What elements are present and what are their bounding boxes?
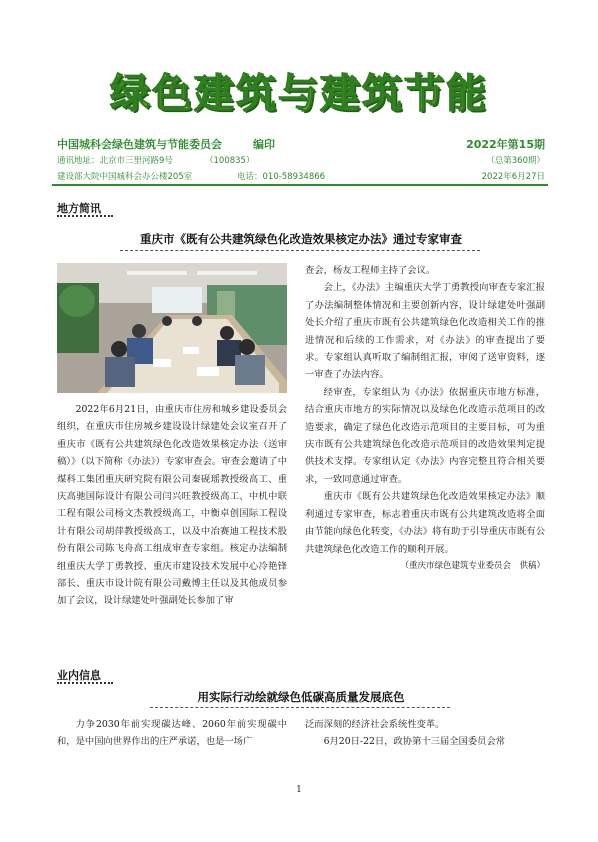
issue-number: 2022年第15期	[466, 138, 545, 151]
article-paragraph: 经审查，专家组认为《办法》依据重庆市地方标准，结合重庆市地方的实际情况以及绿色化改造示范项目的改造要求，确定了绿色化改造示范项目的主要目标，可为重庆市既有公共建筑绿色化改造示范项目的改造效果判定提供技术支撑。专家组认定《办法》内容完整且符合相关要求，一致同意通过审查。	[305, 386, 545, 485]
header-line-2	[57, 154, 545, 167]
article-body-right	[305, 716, 545, 751]
article-title: 重庆市《既有公共建筑绿色化改造效果核定办法》通过专家审查	[140, 232, 462, 246]
header-divider	[52, 184, 548, 186]
header-line-3	[57, 170, 545, 183]
article-body-right	[305, 262, 545, 575]
office-address: 建设部大院中国城科会办公楼205室	[57, 172, 193, 182]
section-tag-industry-news: 业内信息	[57, 669, 101, 682]
total-issue: （总第360期）	[486, 156, 545, 166]
article-paragraph: 力争2030年前实现碳达峰、2060年前实现碳中和，是中国向世界作出的庄严承诺，也是一场广	[57, 719, 287, 748]
meeting-photo	[57, 263, 287, 393]
article-credit: （重庆市绿色建筑专业委员会 供稿）	[400, 560, 545, 571]
phone-number: 电话：010-58934866	[237, 172, 326, 182]
committee-name: 中国城科会绿色建筑与节能委员会	[57, 138, 222, 151]
masthead-title: 绿色建筑与建筑节能	[110, 71, 488, 117]
article-body-left	[57, 401, 287, 610]
section-dots-divider	[57, 215, 113, 219]
article-title-divider	[150, 707, 450, 708]
address: 通讯地址：北京市三里河路9号	[57, 156, 173, 166]
article-paragraph: 查会，杨友工程师主持了会议。	[305, 265, 436, 276]
section-dots-divider	[57, 682, 113, 686]
article-body-left	[57, 716, 287, 751]
header-line-1	[57, 136, 545, 152]
article-paragraph: 泛而深刻的经济社会系统性变革。	[305, 719, 445, 730]
article-paragraph: 2022年6月21日，由重庆市住房和城乡建设委员会组织，在重庆市住房城乡建设设计绿建处会议室召开了重庆市《既有公共建筑绿色化改造效果核定办法（送审稿）》（以下简称《办法》）专家审查会。审查会邀请了中煤科工集团重庆研究院有限公司秦砚瑶教授级高工、重庆高驰国际设计有限公司闫兴旺教授级高工、中机中联工程有限公司杨文杰教授级高工，中衡卓创国际工程设计有限公司胡萍教授级高工，以及中冶赛迪工程技术股份有限公司陈飞舟高工组成审查专家组。核定办法编制组重庆大学丁勇教授、重庆市建设技术发展中心冷艳锋部长、重庆市设计院有限公司戴博主任以及其他成员参加了会议，设计绿建处叶强副处长参加了审	[57, 404, 287, 607]
page-number: 1	[296, 785, 302, 795]
editing-label: 编印	[253, 138, 275, 151]
article-paragraph: 6月20日-22日，政协第十三届全国委员会常	[323, 736, 506, 748]
section-tag-local-news: 地方简讯	[57, 202, 101, 215]
issue-date: 2022年6月27日	[481, 172, 545, 182]
article-paragraph: 重庆市《既有公共建筑绿色化改造效果核定办法》顺利通过专家审查，标志着重庆市既有公共建筑改造将全面由节能向绿色化转变，《办法》将有助于引导重庆市既有公共建筑绿色化改造工作的顺利开展。	[305, 491, 545, 555]
article-title: 用实际行动绘就绿色低碳高质量发展底色	[197, 690, 405, 704]
article-paragraph: 会上，《办法》主编重庆大学丁勇教授向审查专家汇报了办法编制整体情况和主要创新内容，设计绿建处叶强副处长介绍了重庆市既有公共建筑绿色化改造相关工作的推进情况和后续的工作需求，对《办法》的审查提出了要求。专家组认真听取了编制组汇报，审阅了送审资料，逐一审查了办法内容。	[305, 282, 545, 381]
article-title-divider	[120, 250, 480, 251]
postcode: （100835）	[205, 156, 255, 166]
